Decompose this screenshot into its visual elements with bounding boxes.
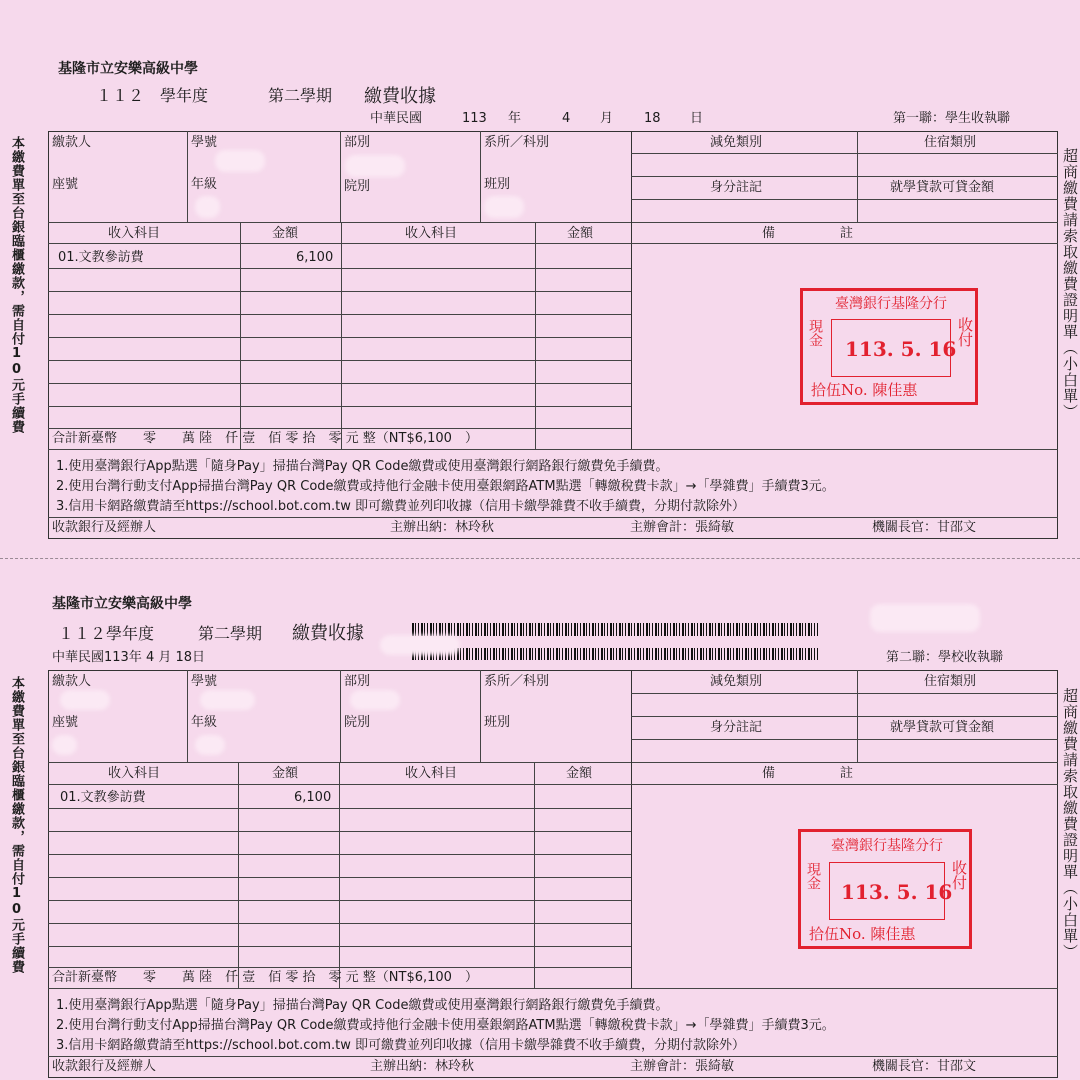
col-header-remark: 備 註 bbox=[762, 226, 854, 241]
academic-year: １１２學年度 bbox=[58, 624, 155, 643]
field-grade-label: 年級 bbox=[191, 715, 218, 730]
total-amount: 合計新臺幣 零 萬 陸 仟 壹 佰 零 拾 零 元 整（NT$6,100 ） bbox=[52, 970, 478, 985]
loan-amount-label: 就學貸款可貸金額 bbox=[890, 720, 995, 735]
field-payer-label: 繳款人 bbox=[52, 674, 92, 689]
document-title: 繳費收據 bbox=[292, 623, 364, 644]
document-title: 繳費收據 bbox=[364, 86, 436, 107]
stamp-paid: 收付 bbox=[956, 317, 974, 347]
date-day: 18 bbox=[644, 111, 661, 126]
redacted-student-no bbox=[200, 690, 255, 710]
note-1: 1.使用臺灣銀行App點選「隨身Pay」掃描台灣Pay QR Code繳費或使用臺灣銀行網路銀行繳費免手續費。 bbox=[56, 998, 669, 1013]
field-division-label: 部別 bbox=[344, 135, 371, 150]
item-amount: 6,100 bbox=[294, 790, 332, 805]
field-division-label: 部別 bbox=[344, 674, 371, 689]
date-era: 中華民國 bbox=[370, 111, 423, 126]
note-2: 2.使用台灣行動支付App掃描台灣Pay QR Code繳費或持他行金融卡使用臺銀網路ATM點選「轉繳稅費卡款」→「學雜費」手續費3元。 bbox=[56, 479, 835, 494]
note-1: 1.使用臺灣銀行App點選「隨身Pay」掃描台灣Pay QR Code繳費或使用臺灣銀行網路銀行繳費免手續費。 bbox=[56, 459, 669, 474]
field-student-no-label: 學號 bbox=[191, 135, 218, 150]
redacted-top-right bbox=[870, 604, 980, 632]
col-header-remark: 備 註 bbox=[762, 766, 854, 781]
stamp-bank-name: 臺灣銀行基隆分行 bbox=[831, 838, 943, 854]
left-vertical-note: 本繳費單至台銀臨櫃繳款，需自付10元手續費 bbox=[9, 136, 24, 434]
field-seat-label: 座號 bbox=[52, 177, 79, 192]
dorm-type-label: 住宿類別 bbox=[924, 674, 977, 689]
identity-note-label: 身分註記 bbox=[710, 180, 763, 195]
copy-label: 第一聯：學生收執聯 bbox=[893, 111, 1011, 126]
footer-cashier: 主辦出納：林玲秋 bbox=[390, 520, 495, 535]
col-header-item-2: 收入科目 bbox=[405, 766, 458, 781]
date-year: 113 bbox=[462, 111, 487, 126]
col-header-amount: 金額 bbox=[272, 226, 299, 241]
footer-accountant: 主辦會計：張綺敏 bbox=[630, 520, 735, 535]
stamp-bank-name: 臺灣銀行基隆分行 bbox=[835, 296, 947, 312]
footer-bank: 收款銀行及經辦人 bbox=[52, 1059, 157, 1074]
loan-amount-label: 就學貸款可貸金額 bbox=[890, 180, 995, 195]
date-day-unit: 日 bbox=[690, 111, 704, 126]
barcode-top bbox=[412, 623, 818, 636]
copy-label: 第二聯：學校收執聯 bbox=[886, 650, 1004, 665]
date-month-unit: 月 bbox=[600, 111, 614, 126]
redacted-seat bbox=[52, 735, 77, 755]
footer-cashier: 主辦出納：林玲秋 bbox=[370, 1059, 475, 1074]
col-header-amount-2: 金額 bbox=[567, 226, 594, 241]
col-header-item: 收入科目 bbox=[108, 766, 161, 781]
field-class-label: 班別 bbox=[484, 177, 511, 192]
col-header-item: 收入科目 bbox=[108, 226, 161, 241]
item-name: 01.文教參訪費 bbox=[60, 790, 146, 805]
footer-bank: 收款銀行及經辦人 bbox=[52, 520, 157, 535]
redacted-class bbox=[484, 196, 524, 218]
bank-received-stamp bbox=[800, 288, 978, 405]
school-name: 基隆市立安樂高級中學 bbox=[58, 61, 198, 77]
redacted-barcode-left bbox=[380, 635, 460, 655]
dorm-type-label: 住宿類別 bbox=[924, 135, 977, 150]
note-3: 3.信用卡網路繳費請至https://school.bot.com.tw 即可繳費並列印收據（信用卡繳學雜費不收手續費，分期付款除外） bbox=[56, 499, 746, 514]
item-amount: 6,100 bbox=[296, 250, 334, 265]
right-vertical-note: 超商繳費請索取繳費證明單（小白單） bbox=[1061, 688, 1079, 960]
redacted-division bbox=[345, 155, 405, 177]
field-college-label: 院別 bbox=[344, 715, 371, 730]
semester: 第二學期 bbox=[268, 86, 333, 105]
academic-year: １１２ 學年度 bbox=[96, 86, 209, 105]
field-college-label: 院別 bbox=[344, 179, 371, 194]
redacted-grade bbox=[195, 196, 220, 218]
bank-received-stamp bbox=[798, 829, 972, 949]
redacted-grade bbox=[195, 735, 225, 755]
discount-type-label: 減免類別 bbox=[710, 135, 763, 150]
field-dept-label: 系所／科別 bbox=[484, 135, 550, 150]
field-seat-label: 座號 bbox=[52, 715, 79, 730]
stamp-teller: 拾伍No. 陳佳惠 bbox=[809, 925, 916, 943]
stamp-date: 113. 5. 16 bbox=[845, 337, 957, 361]
redacted-division bbox=[350, 690, 400, 710]
col-header-amount-2: 金額 bbox=[566, 766, 593, 781]
left-vertical-note: 本繳費單至台銀臨櫃繳款，需自付10元手續費 bbox=[9, 676, 24, 974]
note-3: 3.信用卡網路繳費請至https://school.bot.com.tw 即可繳費並列印收據（信用卡繳學雜費不收手續費，分期付款除外） bbox=[56, 1038, 746, 1053]
field-class-label: 班別 bbox=[484, 715, 511, 730]
discount-type-label: 減免類別 bbox=[710, 674, 763, 689]
tear-line bbox=[0, 558, 1080, 559]
col-header-item-2: 收入科目 bbox=[405, 226, 458, 241]
col-header-amount: 金額 bbox=[272, 766, 299, 781]
barcode-bottom bbox=[412, 648, 818, 660]
date-month: 4 bbox=[562, 111, 571, 126]
item-name: 01.文教參訪費 bbox=[58, 250, 144, 265]
stamp-cash: 現金 bbox=[805, 862, 821, 890]
field-grade-label: 年級 bbox=[191, 177, 218, 192]
date-line: 中華民國113年 4 月 18日 bbox=[52, 650, 206, 665]
redacted-payer bbox=[60, 690, 110, 710]
field-student-no-label: 學號 bbox=[191, 674, 218, 689]
stamp-paid: 收付 bbox=[950, 860, 968, 890]
stamp-teller: 拾伍No. 陳佳惠 bbox=[811, 381, 918, 399]
note-2: 2.使用台灣行動支付App掃描台灣Pay QR Code繳費或持他行金融卡使用臺銀網路ATM點選「轉繳稅費卡款」→「學雜費」手續費3元。 bbox=[56, 1018, 835, 1033]
field-dept-label: 系所／科別 bbox=[484, 674, 550, 689]
right-vertical-note: 超商繳費請索取繳費證明單（小白單） bbox=[1061, 148, 1079, 420]
field-payer-label: 繳款人 bbox=[52, 135, 92, 150]
footer-head: 機關長官：甘邵文 bbox=[872, 1059, 977, 1074]
identity-note-label: 身分註記 bbox=[710, 720, 763, 735]
date-year-unit: 年 bbox=[508, 111, 522, 126]
footer-accountant: 主辦會計：張綺敏 bbox=[630, 1059, 735, 1074]
total-amount: 合計新臺幣 零 萬 陸 仟 壹 佰 零 拾 零 元 整（NT$6,100 ） bbox=[52, 431, 478, 446]
redacted-student-no bbox=[215, 150, 265, 172]
semester: 第二學期 bbox=[198, 624, 263, 643]
school-name: 基隆市立安樂高級中學 bbox=[52, 596, 192, 612]
stamp-cash: 現金 bbox=[807, 319, 823, 347]
footer-head: 機關長官：甘邵文 bbox=[872, 520, 977, 535]
stamp-date: 113. 5. 16 bbox=[841, 880, 953, 904]
